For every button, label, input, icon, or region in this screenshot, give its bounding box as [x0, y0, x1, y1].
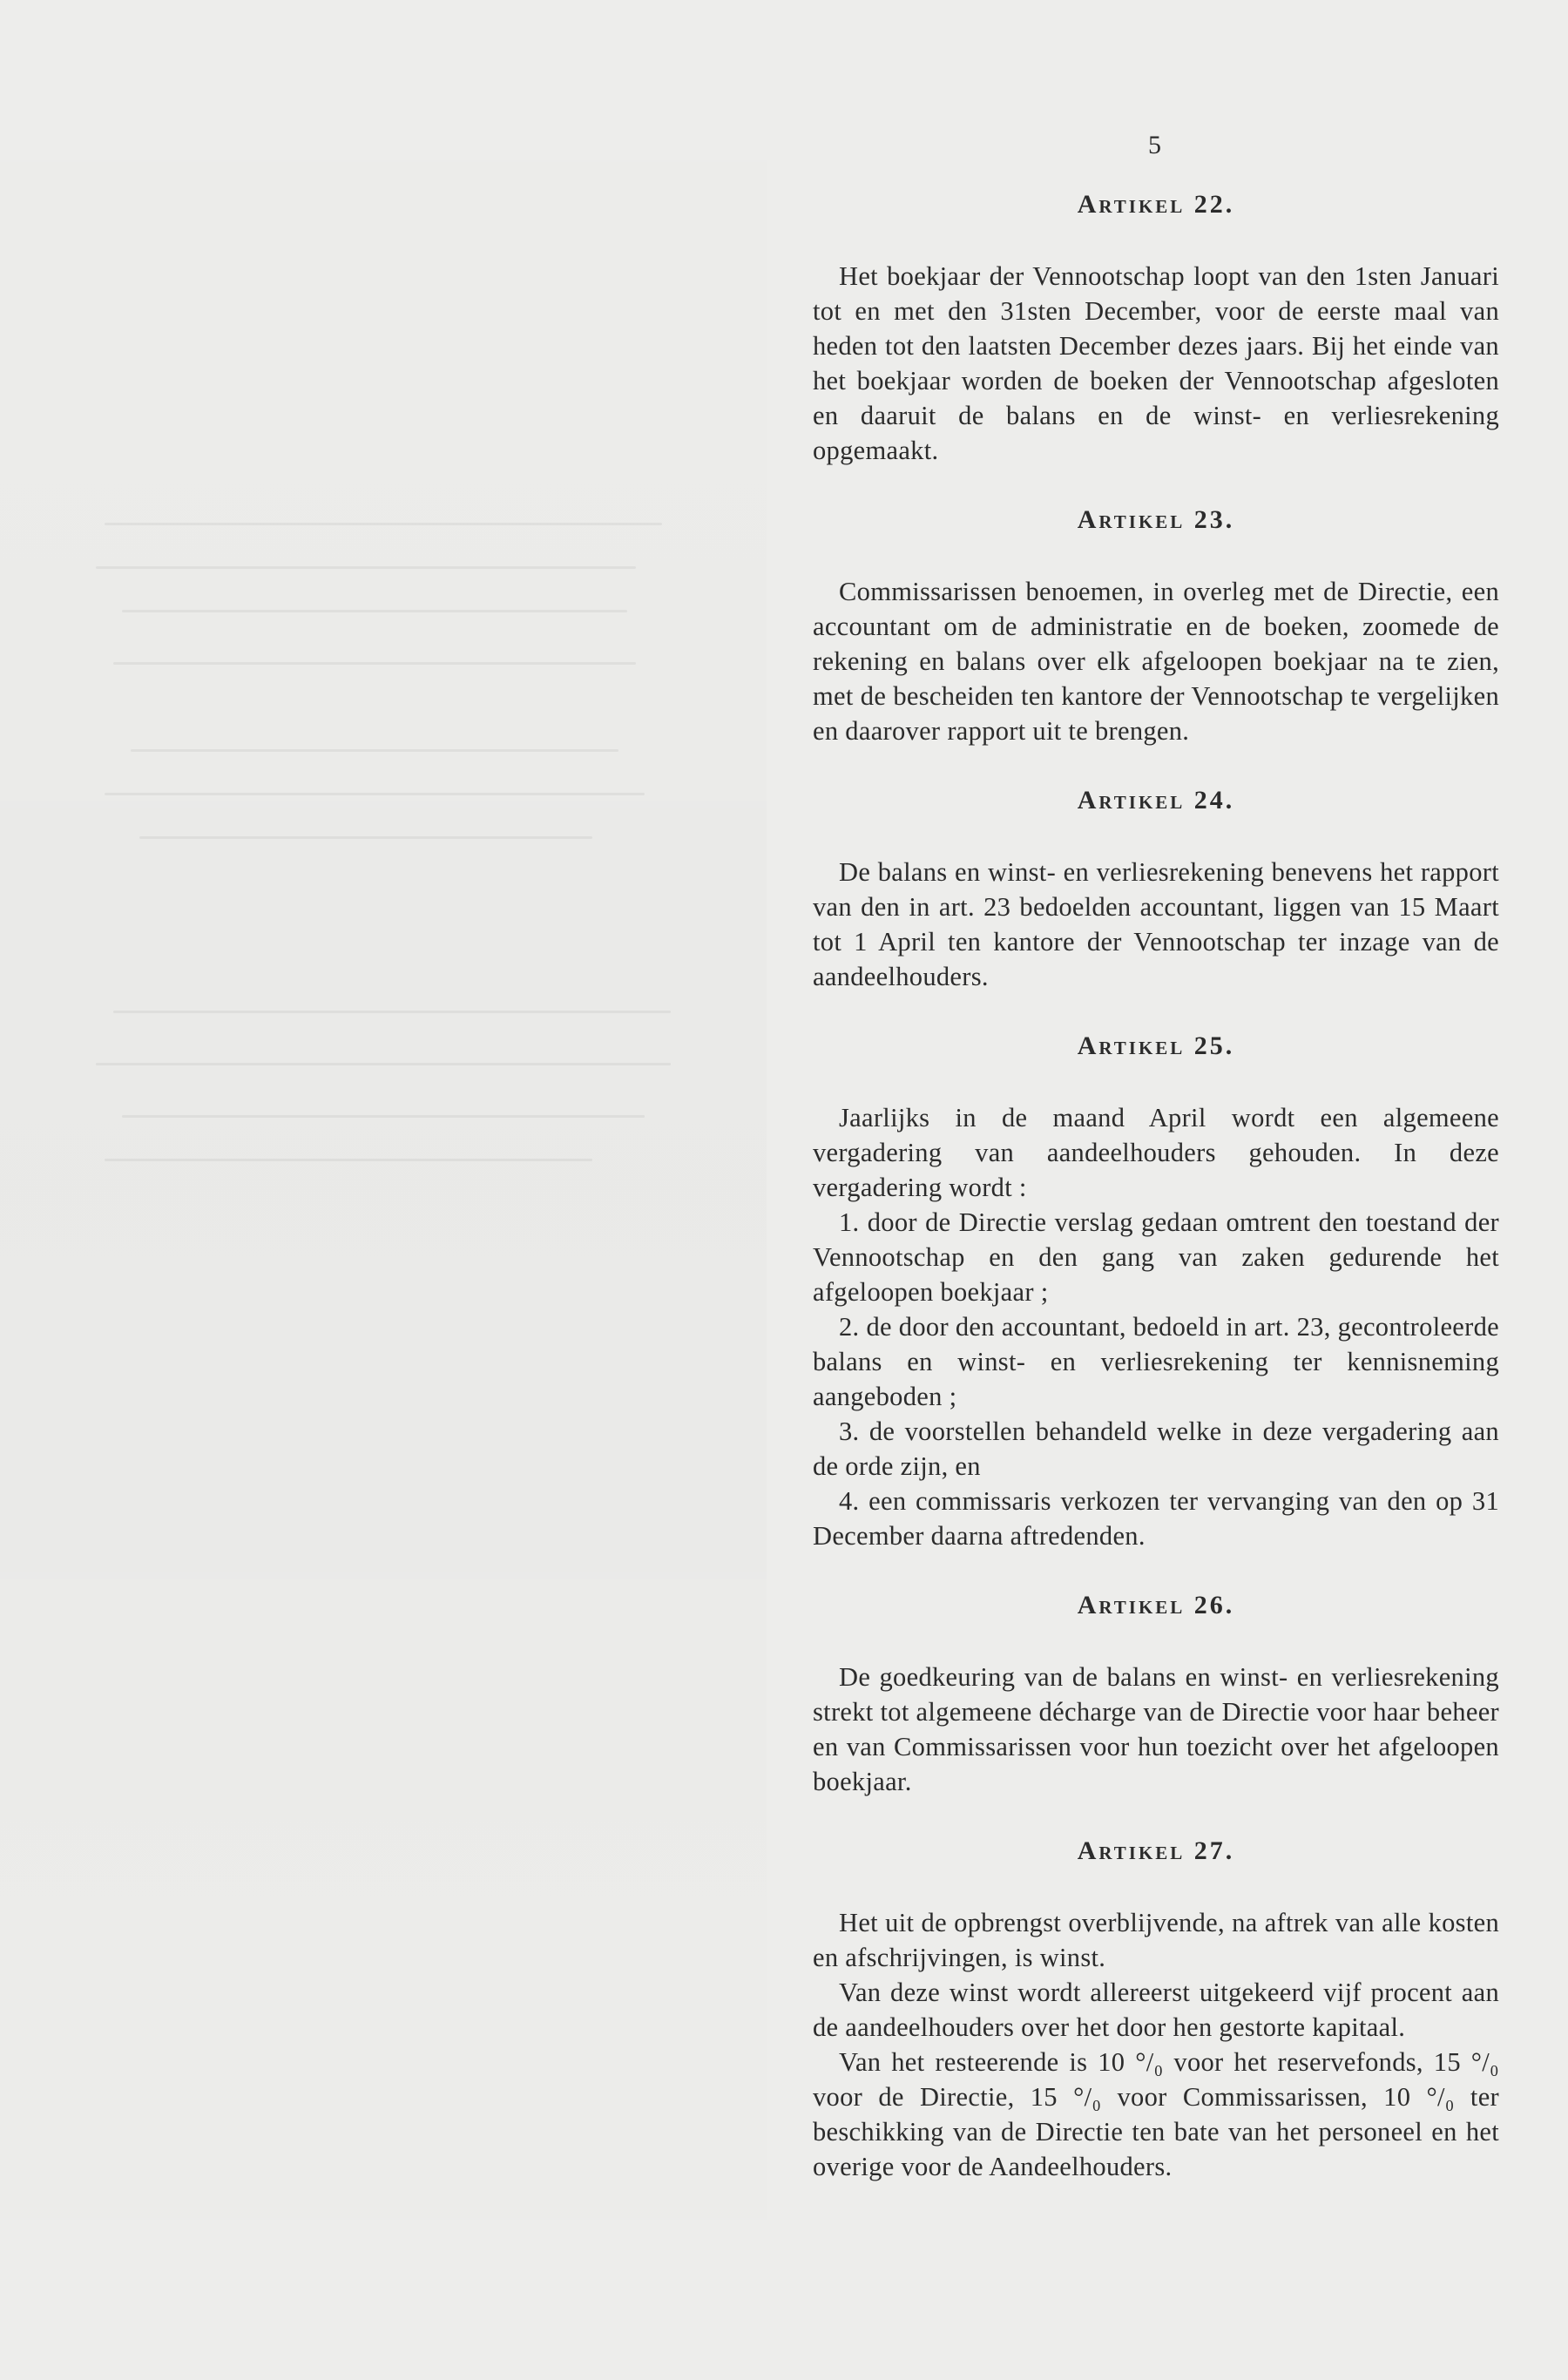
article-paragraph: De goedkeuring van de balans en winst- en verliesrekening strekt tot algemeene décharge van de Directie voor haar beheer en van Commissarissen voor hun toezicht over het afgeloopen boekjaar. — [813, 1662, 1499, 1796]
article-paragraph: Commissarissen benoemen, in overleg met de Directie, een accountant om de administratie en de boeken, zoomede de rekening en balans over elk afgeloopen boekjaar na te zien, met de bescheiden ten kantore der Vennootschap te vergelijken en daarover rapport uit te brengen. — [813, 577, 1499, 746]
article-27 — [813, 1834, 1499, 2184]
bleed-through-mark — [105, 1159, 592, 1161]
list-item: 3. de voorstellen behandeld welke in deze vergadering aan de orde zijn, en — [813, 1417, 1499, 1481]
article-23 — [813, 503, 1499, 748]
bleed-through-mark — [122, 610, 627, 612]
article-heading: Artikel 25. — [1077, 1031, 1235, 1060]
article-heading: Artikel 22. — [1077, 190, 1235, 219]
article-paragraph: Het uit de opbrengst overblijvende, na aftrek van alle kosten en afschrijvingen, is winst. — [813, 1908, 1499, 1972]
article-heading: Artikel 24. — [1077, 786, 1235, 815]
bleed-through-mark — [122, 1115, 645, 1118]
bleed-through-mark — [96, 566, 636, 569]
article-paragraph: Van deze winst wordt allereerst uitgekeerd vijf procent aan de aandeelhouders over het door hen gestorte kapitaal. — [813, 1978, 1499, 2042]
article-22 — [813, 187, 1499, 468]
bleed-through-mark — [105, 793, 645, 795]
article-paragraph: De balans en winst- en verliesrekening benevens het rapport van den in art. 23 bedoelden accountant, liggen van 15 Maart tot 1 April ten kantore der Vennootschap ter inzage van de aandeelhouders. — [813, 857, 1499, 991]
bleed-through-mark — [113, 1011, 671, 1013]
article-26 — [813, 1588, 1499, 1799]
article-paragraph: Jaarlijks in de maand April wordt een algemeene vergadering van aandeelhouders gehouden. In deze vergadering wordt : — [813, 1103, 1499, 1202]
list-item: 4. een commissaris verkozen ter vervanging van den op 31 December daarna aftredenden. — [813, 1486, 1499, 1551]
bleed-through-mark — [96, 1063, 671, 1065]
bleed-through-mark — [113, 662, 636, 665]
bleed-through-area — [0, 0, 767, 2380]
bleed-through-mark — [105, 523, 662, 525]
article-paragraph: Het boekjaar der Vennootschap loopt van den 1sten Januari tot en met den 31sten December, voor de eerste maal van heden tot den laatsten December dezes jaars. Bij het einde van het boekjaar worden de boeken der Vennootschap afgesloten en daaruit de balans en de winst- en verliesrekening opgemaakt. — [813, 261, 1499, 465]
article-25 — [813, 1029, 1499, 1553]
article-paragraph: Van het resteerende is 10 °/₀ voor het reservefonds, 15 °/₀ voor de Directie, 15 °/₀ voor Commissarissen, 10 °/₀ ter beschikking van de Directie ten bate van het personeel en het overige voor de Aandeelhouders. — [813, 2047, 1499, 2181]
page-number: 5 — [1148, 131, 1162, 159]
article-heading: Artikel 27. — [1077, 1836, 1235, 1865]
article-heading: Artikel 23. — [1077, 505, 1235, 534]
list-item: 1. door de Directie verslag gedaan omtrent den toestand der Vennootschap en den gang van zaken gedurende het afgeloopen boekjaar ; — [813, 1207, 1499, 1307]
list-item: 2. de door den accountant, bedoeld in art. 23, gecontroleerde balans en winst- en verliesrekening ter kennisneming aangeboden ; — [813, 1312, 1499, 1411]
text-block — [813, 187, 1499, 2184]
bleed-through-mark — [131, 749, 618, 752]
article-24 — [813, 783, 1499, 994]
article-heading: Artikel 26. — [1077, 1591, 1235, 1619]
bleed-through-mark — [139, 836, 592, 839]
